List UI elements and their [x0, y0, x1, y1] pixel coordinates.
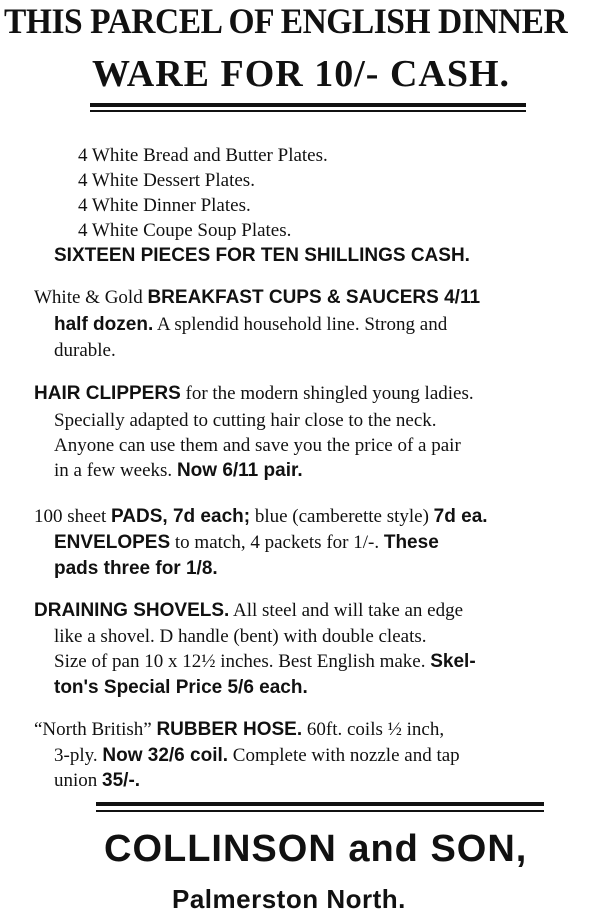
hose-line-1: “North British” RUBBER HOSE. 60ft. coils ½ inch, [34, 719, 445, 740]
breakfast-product: BREAKFAST CUPS & SAUCERS 4/11 [147, 287, 481, 308]
parcel-item: 4 White Bread and Butter Plates. [78, 145, 328, 166]
clippers-line-4: in a few weeks. Now 6/11 pair. [54, 460, 303, 481]
parcel-summary: SIXTEEN PIECES FOR TEN SHILLINGS CASH. [54, 245, 470, 266]
clippers-line-2: Specially adapted to cutting hair close to the neck. [54, 410, 437, 431]
breakfast-line-3: durable. [54, 340, 116, 361]
breakfast-line-1: White & Gold BREAKFAST CUPS & SAUCERS 4/11 [34, 287, 481, 308]
envelopes-product: ENVELOPES [54, 532, 171, 553]
parcel-item: 4 White Dessert Plates. [78, 170, 255, 191]
breakfast-line-2: half dozen. A splendid household line. Strong and [54, 314, 448, 335]
shovels-line-3: Size of pan 10 x 12½ inches. Best English make. Skel- [54, 651, 476, 672]
hose-line-2: 3-ply. Now 32/6 coil. Complete with nozzle and tap [54, 745, 460, 766]
footer-rule-thin [96, 810, 544, 812]
headline-line-1: THIS PARCEL OF ENGLISH DINNER [4, 1, 568, 41]
hose-price: Now 32/6 coil. [102, 745, 229, 766]
company-location: Palmerston North. [172, 884, 406, 914]
hose-product: RUBBER HOSE. [156, 719, 303, 740]
shovels-line-4: ton's Special Price 5/6 each. [54, 677, 308, 698]
clippers-line-1: HAIR CLIPPERS for the modern shingled young ladies. [34, 383, 474, 404]
clippers-line-3: Anyone can use them and save you the price of a pair [54, 435, 461, 456]
shovels-product: DRAINING SHOVELS. [34, 600, 230, 621]
footer-rule-thick [96, 802, 544, 806]
pads-line-3: pads three for 1/8. [54, 558, 218, 579]
header-rule-thick [90, 103, 526, 107]
clippers-product: HAIR CLIPPERS [34, 383, 181, 404]
pads-line-1: 100 sheet PADS, 7d each; blue (camberette style) 7d ea. [34, 506, 488, 527]
hose-line-3: union 35/-. [54, 770, 141, 791]
shovels-line-1: DRAINING SHOVELS. All steel and will take an edge [34, 600, 464, 621]
pads-product: PADS, 7d each; [111, 506, 251, 527]
clippers-price: Now 6/11 pair. [176, 460, 303, 481]
parcel-item: 4 White Coupe Soup Plates. [78, 220, 292, 241]
company-name: COLLINSON and SON, [104, 828, 528, 870]
shovels-line-2: like a shovel. D handle (bent) with double cleats. [54, 626, 427, 647]
headline-line-2: WARE FOR 10/- CASH. [92, 53, 511, 95]
parcel-item: 4 White Dinner Plates. [78, 195, 251, 216]
header-rule-thin [90, 110, 526, 112]
pads-line-2: ENVELOPES to match, 4 packets for 1/-. These [54, 532, 439, 553]
